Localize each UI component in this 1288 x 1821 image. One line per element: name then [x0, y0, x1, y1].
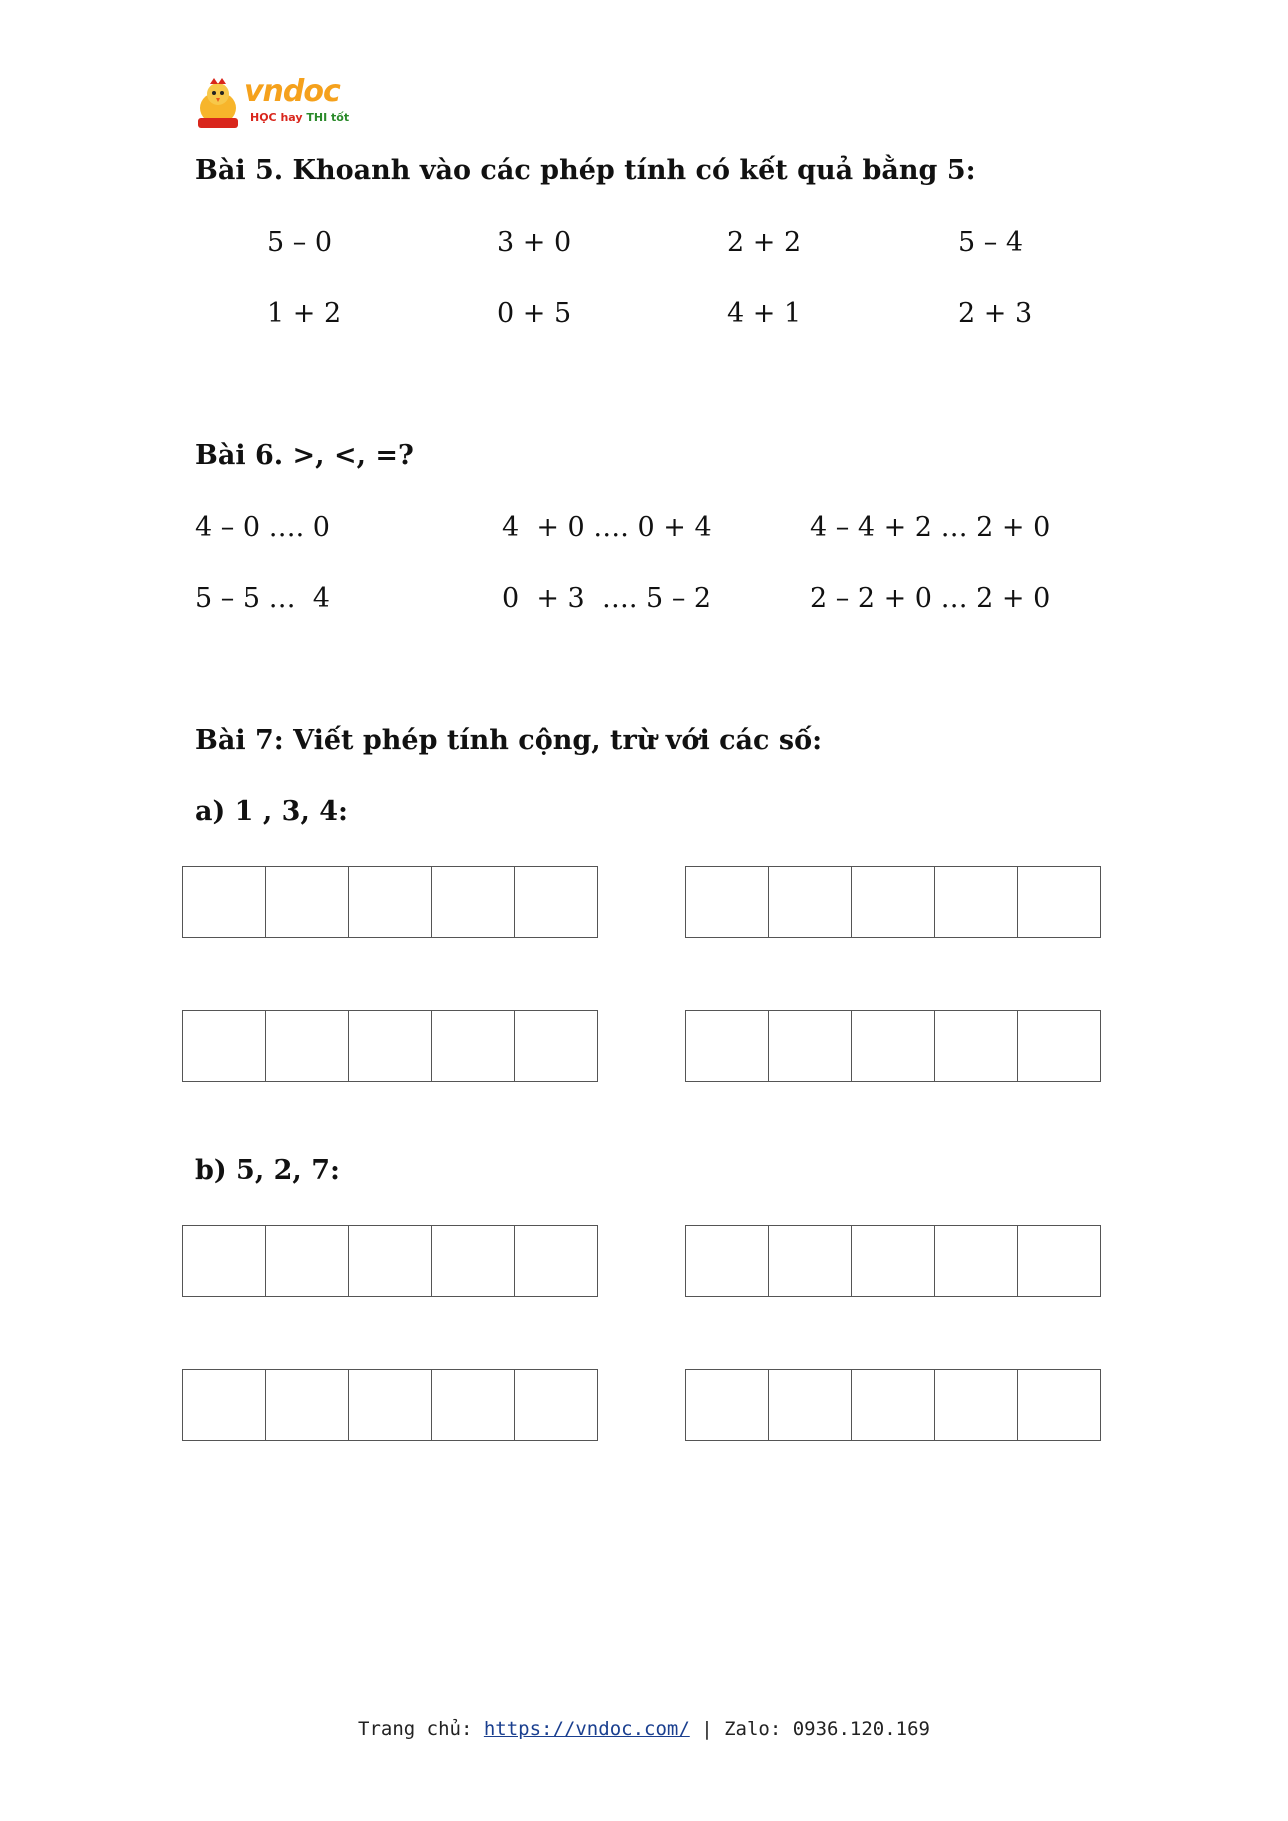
bai5-expr[interactable]: 2 + 2 — [727, 227, 802, 258]
bai6-comparison[interactable]: 4 + 0 …. 0 + 4 — [502, 512, 712, 543]
answer-cell[interactable] — [934, 866, 1018, 938]
answer-box-row[interactable] — [182, 866, 598, 938]
answer-box-row[interactable] — [182, 1369, 598, 1441]
answer-box-row[interactable] — [182, 1010, 598, 1082]
vndoc-logo[interactable] — [194, 74, 364, 130]
bai5-expr[interactable]: 0 + 5 — [497, 298, 572, 329]
bai5-expr[interactable]: 1 + 2 — [267, 298, 342, 329]
logo-slogan-a: HỌC hay — [250, 111, 303, 124]
answer-cell[interactable] — [851, 1010, 935, 1082]
answer-cell[interactable] — [768, 1369, 852, 1441]
logo-wordmark: vndoc — [244, 74, 340, 109]
answer-cell[interactable] — [685, 1369, 769, 1441]
answer-cell[interactable] — [348, 1010, 432, 1082]
answer-cell[interactable] — [1017, 1010, 1101, 1082]
answer-cell[interactable] — [934, 1225, 1018, 1297]
bai7-part-b-label: b) 5, 2, 7: — [195, 1155, 340, 1186]
bai5-heading: Bài 5. Khoanh vào các phép tính có kết quả bằng 5: — [195, 155, 976, 186]
answer-cell[interactable] — [685, 866, 769, 938]
bai5-expr[interactable]: 2 + 3 — [958, 298, 1033, 329]
bai6-comparison[interactable]: 4 – 4 + 2 … 2 + 0 — [810, 512, 1051, 543]
answer-cell[interactable] — [182, 1225, 266, 1297]
answer-cell[interactable] — [514, 866, 598, 938]
answer-cell[interactable] — [348, 1369, 432, 1441]
answer-cell[interactable] — [431, 866, 515, 938]
answer-cell[interactable] — [768, 1225, 852, 1297]
answer-cell[interactable] — [1017, 1369, 1101, 1441]
answer-cell[interactable] — [514, 1010, 598, 1082]
answer-cell[interactable] — [934, 1010, 1018, 1082]
answer-cell[interactable] — [431, 1010, 515, 1082]
answer-cell[interactable] — [514, 1225, 598, 1297]
bai7-part-a-label: a) 1 , 3, 4: — [195, 796, 348, 827]
footer-zalo: | Zalo: 0936.120.169 — [689, 1718, 930, 1740]
answer-box-row[interactable] — [182, 1225, 598, 1297]
answer-cell[interactable] — [851, 866, 935, 938]
answer-cell[interactable] — [514, 1369, 598, 1441]
answer-box-row[interactable] — [685, 1369, 1101, 1441]
answer-cell[interactable] — [265, 1010, 349, 1082]
mascot-icon — [194, 78, 242, 130]
answer-cell[interactable] — [265, 1369, 349, 1441]
bai5-expr[interactable]: 3 + 0 — [497, 227, 572, 258]
answer-cell[interactable] — [182, 1369, 266, 1441]
answer-box-row[interactable] — [685, 1010, 1101, 1082]
answer-cell[interactable] — [265, 866, 349, 938]
logo-slogan-b: THI tốt — [306, 111, 350, 124]
page-footer — [0, 1718, 1288, 1740]
answer-cell[interactable] — [348, 1225, 432, 1297]
answer-cell[interactable] — [1017, 866, 1101, 938]
bai5-expr[interactable]: 4 + 1 — [727, 298, 802, 329]
answer-cell[interactable] — [768, 866, 852, 938]
answer-cell[interactable] — [768, 1010, 852, 1082]
answer-cell[interactable] — [431, 1225, 515, 1297]
answer-cell[interactable] — [182, 866, 266, 938]
answer-cell[interactable] — [431, 1369, 515, 1441]
answer-cell[interactable] — [685, 1225, 769, 1297]
bai7-heading: Bài 7: Viết phép tính cộng, trừ với các số: — [195, 725, 823, 756]
homepage-link[interactable]: https://vndoc.com/ — [483, 1718, 690, 1740]
answer-cell[interactable] — [1017, 1225, 1101, 1297]
bai6-comparison[interactable]: 4 – 0 …. 0 — [195, 512, 330, 543]
bai5-expr[interactable]: 5 – 4 — [958, 227, 1024, 258]
answer-cell[interactable] — [685, 1010, 769, 1082]
logo-slogan — [250, 111, 349, 124]
answer-cell[interactable] — [182, 1010, 266, 1082]
footer-prefix: Trang chủ: — [358, 1718, 484, 1740]
bai6-comparison[interactable]: 0 + 3 …. 5 – 2 — [502, 583, 712, 614]
answer-box-row[interactable] — [685, 866, 1101, 938]
answer-box-row[interactable] — [685, 1225, 1101, 1297]
bai6-heading: Bài 6. >, <, =? — [195, 440, 414, 471]
answer-cell[interactable] — [348, 866, 432, 938]
bai6-comparison[interactable]: 2 – 2 + 0 … 2 + 0 — [810, 583, 1051, 614]
bai6-comparison[interactable]: 5 – 5 … 4 — [195, 583, 330, 614]
answer-cell[interactable] — [265, 1225, 349, 1297]
answer-cell[interactable] — [851, 1225, 935, 1297]
answer-cell[interactable] — [851, 1369, 935, 1441]
answer-cell[interactable] — [934, 1369, 1018, 1441]
bai5-expr[interactable]: 5 – 0 — [267, 227, 333, 258]
